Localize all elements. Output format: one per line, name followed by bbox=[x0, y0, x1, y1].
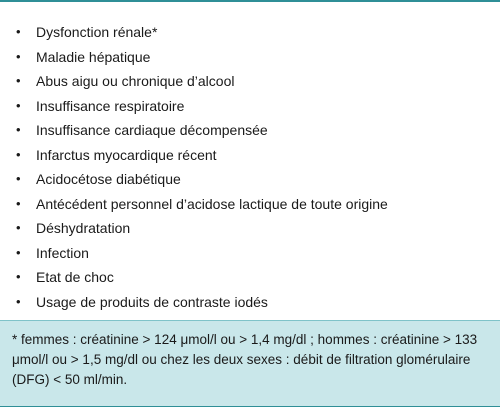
list-item bbox=[0, 118, 500, 143]
bullet-icon: • bbox=[16, 195, 21, 211]
list-item bbox=[0, 265, 500, 290]
list-item-text: Insuffisance cardiaque décompensée bbox=[36, 122, 268, 138]
bullet-icon: • bbox=[16, 269, 21, 284]
bullet-icon: • bbox=[16, 220, 21, 235]
list-item-text: Etat de choc bbox=[36, 269, 114, 285]
list-item bbox=[0, 241, 500, 266]
list-item-text: Usage de produits de contraste iodés bbox=[36, 293, 268, 310]
list-item-text: Maladie hépatique bbox=[36, 48, 151, 65]
bullet-icon: • bbox=[16, 24, 21, 39]
bullet-icon: • bbox=[16, 97, 21, 113]
bullet-icon: • bbox=[16, 171, 21, 186]
list-item bbox=[0, 167, 500, 192]
bullet-icon: • bbox=[16, 48, 21, 64]
list-item bbox=[0, 69, 500, 94]
list-item-text: Abus aigu ou chronique d’alcool bbox=[36, 73, 235, 89]
footnote-text: * femmes : créatinine > 124 μmol/l ou > 1,4 mg/dl ; hommes : créatinine > 133 μmol/l ou > 1,5 mg/dl ou chez les deux sexes : débit de filtration glomérulaire (DFG) < 50 ml/min. bbox=[12, 332, 478, 387]
list-item-text: Infection bbox=[36, 244, 89, 261]
list-item-text: Insuffisance respiratoire bbox=[36, 97, 185, 114]
bullet-icon: • bbox=[16, 146, 21, 162]
list-item bbox=[0, 94, 500, 119]
list-item bbox=[0, 216, 500, 241]
list-item-text: Infarctus myocardique récent bbox=[36, 146, 217, 163]
bullet-list bbox=[0, 20, 500, 314]
list-item-text: Acidocétose diabétique bbox=[36, 171, 181, 187]
bullet-icon: • bbox=[16, 244, 21, 260]
bullet-icon: • bbox=[16, 73, 21, 88]
bullet-icon: • bbox=[16, 122, 21, 137]
list-panel bbox=[0, 2, 500, 320]
list-item-text: Déshydratation bbox=[36, 220, 131, 236]
list-item bbox=[0, 45, 500, 70]
list-item-text: Dysfonction rénale* bbox=[36, 24, 158, 40]
list-item bbox=[0, 192, 500, 217]
list-item bbox=[0, 143, 500, 168]
list-item-text: Antécédent personnel d’acidose lactique de toute origine bbox=[36, 195, 388, 212]
footnote-panel bbox=[0, 321, 500, 406]
list-item bbox=[0, 290, 500, 315]
bullet-icon: • bbox=[16, 293, 21, 309]
list-item bbox=[0, 20, 500, 45]
